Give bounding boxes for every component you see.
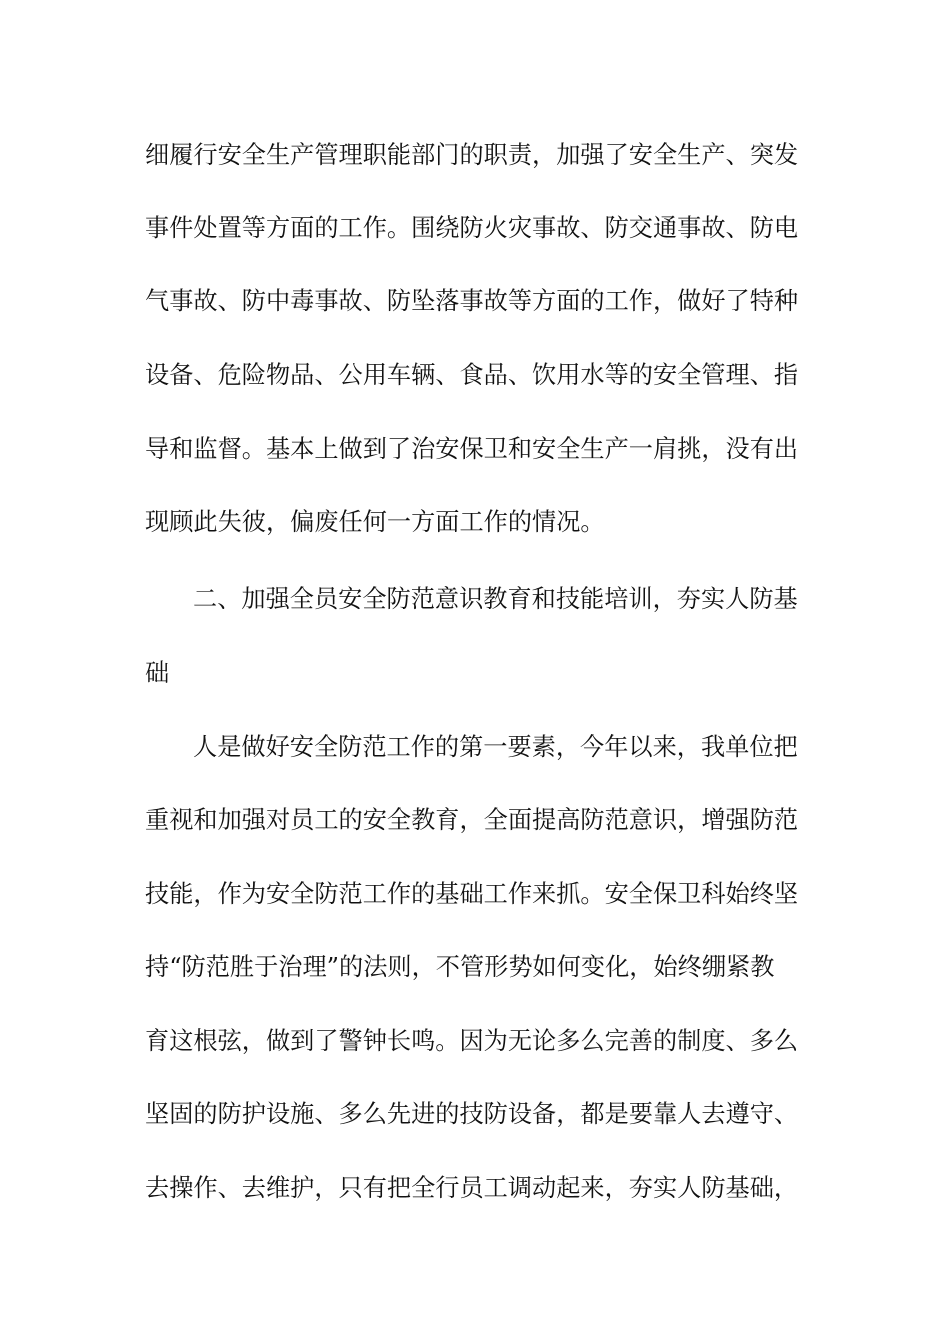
paragraph-line: 技能，作为安全防范工作的基础工作来抓。安全保卫科始终坚 — [145, 880, 799, 908]
paragraph-line: 持“防范胜于治理”的法则，不管形势如何变化，始终绷紧教 — [145, 953, 775, 981]
paragraph-line: 设备、危险物品、公用车辆、食品、饮用水等的安全管理、指 — [145, 361, 799, 389]
paragraph-line: 人是做好安全防范工作的第一要素，今年以来，我单位把 — [193, 733, 798, 761]
paragraph-line: 现顾此失彼，偏废任何一方面工作的情况。 — [145, 508, 605, 536]
section-heading-line: 二、加强全员安全防范意识教育和技能培训，夯实人防基 — [193, 585, 798, 613]
paragraph-line: 导和监督。基本上做到了治安保卫和安全生产一肩挑，没有出 — [145, 435, 799, 463]
paragraph-line: 细履行安全生产管理职能部门的职责，加强了安全生产、突发 — [145, 141, 799, 169]
paragraph-line: 事件处置等方面的工作。围绕防火灾事故、防交通事故、防电 — [145, 214, 799, 242]
paragraph-line: 气事故、防中毒事故、防坠落事故等方面的工作，做好了特种 — [145, 287, 799, 315]
paragraph-line: 重视和加强对员工的安全教育，全面提高防范意识，增强防范 — [145, 806, 799, 834]
paragraph-line: 育这根弦，做到了警钟长鸣。因为无论多么完善的制度、多么 — [145, 1027, 799, 1055]
section-heading-line: 础 — [145, 659, 170, 687]
paragraph-line: 坚固的防护设施、多么先进的技防设备，都是要靠人去遵守、 — [145, 1100, 799, 1128]
paragraph-line: 去操作、去维护，只有把全行员工调动起来，夯实人防基础， — [145, 1174, 799, 1202]
